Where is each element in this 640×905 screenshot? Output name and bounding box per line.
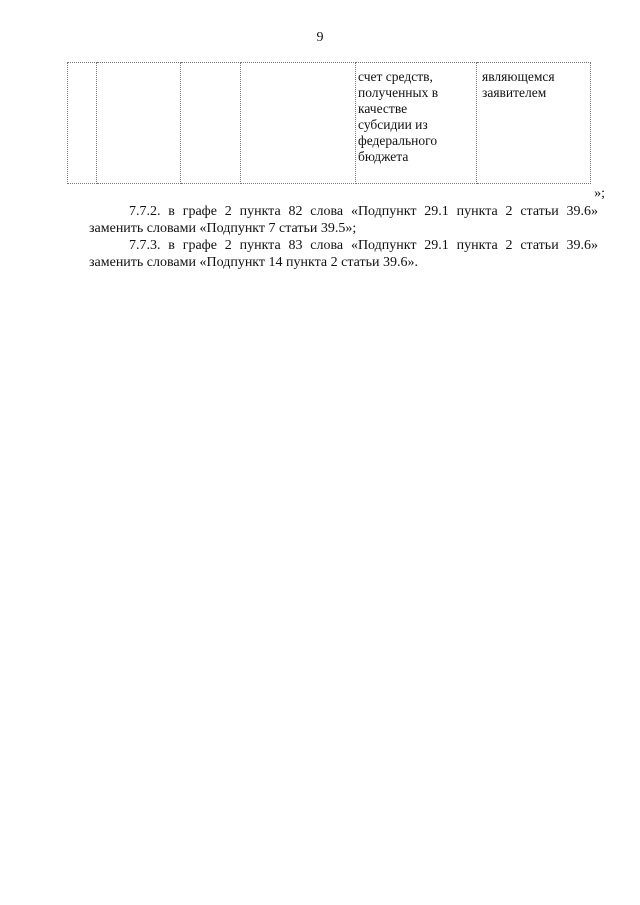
cell-text-line: полученных в bbox=[358, 85, 439, 100]
table-cell-6 bbox=[477, 63, 591, 184]
closing-quote-mark: »; bbox=[594, 186, 605, 201]
cell-text-line: заявителем bbox=[482, 85, 547, 100]
cell-text-line: являющемся bbox=[482, 69, 555, 84]
paragraph-line: заменить словами «Подпункт 14 пункта 2 статьи 39.6». bbox=[89, 255, 418, 270]
table-cell-1 bbox=[68, 63, 97, 184]
page-number: 9 bbox=[316, 30, 324, 45]
continuation-table bbox=[67, 62, 591, 184]
table-cell-5 bbox=[356, 63, 477, 184]
cell-text-line: субсидии из bbox=[358, 117, 428, 132]
paragraph-line: заменить словами «Подпункт 7 статьи 39.5»; bbox=[89, 221, 357, 236]
paragraph-7-7-3 bbox=[89, 237, 598, 271]
paragraph-line: 7.7.3. в графе 2 пункта 83 слова «Подпункт 29.1 пункта 2 статьи 39.6» bbox=[129, 238, 598, 253]
cell-text-line: счет средств, bbox=[358, 69, 433, 84]
cell-text-line: качестве bbox=[358, 101, 408, 116]
table-cell-2 bbox=[97, 63, 181, 184]
paragraph-7-7-2 bbox=[89, 203, 598, 237]
table-cell-4 bbox=[241, 63, 356, 184]
cell-text-line: бюджета bbox=[358, 149, 409, 164]
table-cell-3 bbox=[181, 63, 241, 184]
cell-text-line: федерального bbox=[358, 133, 438, 148]
paragraph-line: 7.7.2. в графе 2 пункта 82 слова «Подпункт 29.1 пункта 2 статьи 39.6» bbox=[129, 204, 598, 219]
table-row bbox=[68, 63, 591, 184]
